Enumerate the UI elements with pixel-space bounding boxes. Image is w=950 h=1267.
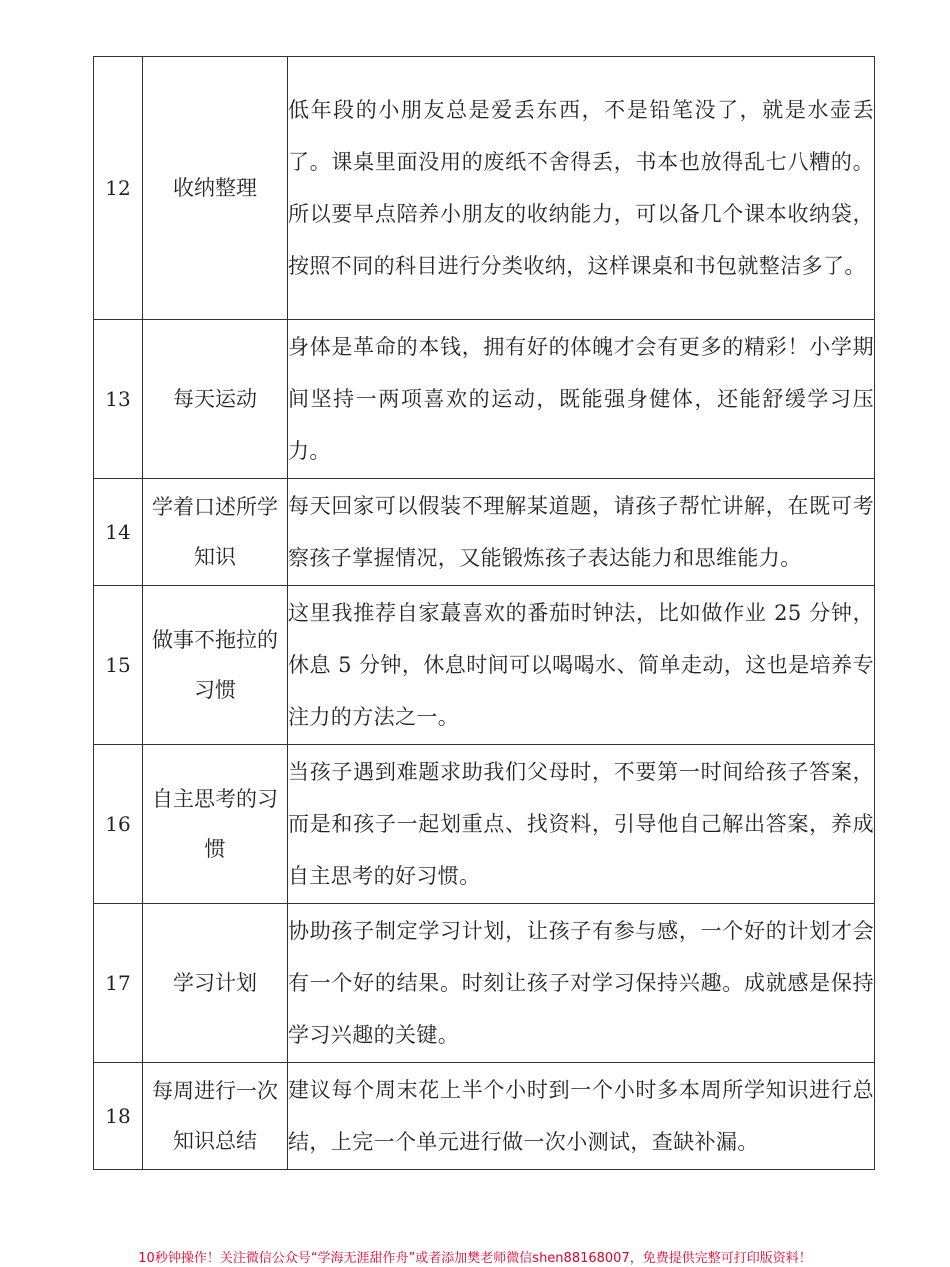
table-row [94, 1063, 875, 1170]
row-number: 14 [94, 479, 143, 586]
row-number: 15 [94, 586, 143, 745]
habit-title: 收纳整理 [143, 57, 288, 320]
habit-description: 这里我推荐自家蕞喜欢的番茄时钟法，比如做作业 25 分钟，休息 5 分钟，休息时间可以喝喝水、简单走动，这也是培养专注力的方法之一。 [288, 586, 875, 745]
habit-description: 协助孩子制定学习计划，让孩子有参与感，一个好的计划才会有一个好的结果。时刻让孩子对学习保持兴趣。成就感是保持学习兴趣的关键。 [288, 904, 875, 1063]
row-number: 12 [94, 57, 143, 320]
table-row [94, 745, 875, 904]
table-row [94, 479, 875, 586]
table-row [94, 586, 875, 745]
row-number: 13 [94, 320, 143, 479]
habit-title: 每天运动 [143, 320, 288, 479]
habit-description: 建议每个周末花上半个小时到一个小时多本周所学知识进行总结，上完一个单元进行做一次小测试，查缺补漏。 [288, 1063, 875, 1170]
table-row [94, 57, 875, 320]
habits-table [93, 56, 875, 1170]
habit-title: 学着口述所学知识 [143, 479, 288, 586]
footer-promo-text: 10秒钟操作！关注微信公众号“学海无涯甜作舟”或者添加樊老师微信shen88168007，免费提供完整可打印版资料！ [138, 1251, 812, 1266]
habit-title: 做事不拖拉的习惯 [143, 586, 288, 745]
table-row [94, 904, 875, 1063]
habit-description: 低年段的小朋友总是爱丢东西，不是铅笔没了，就是水壶丢了。课桌里面没用的废纸不舍得丢，书本也放得乱七八糟的。所以要早点陪养小朋友的收纳能力，可以备几个课本收纳袋，按照不同的科目进行分类收纳，这样课桌和书包就整洁多了。 [288, 57, 875, 320]
row-number: 18 [94, 1063, 143, 1170]
habit-title: 每周进行一次知识总结 [143, 1063, 288, 1170]
habit-description: 每天回家可以假装不理解某道题，请孩子帮忙讲解，在既可考察孩子掌握情况，又能锻炼孩子表达能力和思维能力。 [288, 479, 875, 586]
habit-description: 身体是革命的本钱，拥有好的体魄才会有更多的精彩！小学期间坚持一两项喜欢的运动，既能强身健体，还能舒缓学习压力。 [288, 320, 875, 479]
habit-title: 学习计划 [143, 904, 288, 1063]
row-number: 16 [94, 745, 143, 904]
table-row [94, 320, 875, 479]
row-number: 17 [94, 904, 143, 1063]
habit-description: 当孩子遇到难题求助我们父母时，不要第一时间给孩子答案，而是和孩子一起划重点、找资料，引导他自己解出答案，养成自主思考的好习惯。 [288, 745, 875, 904]
habit-title: 自主思考的习惯 [143, 745, 288, 904]
